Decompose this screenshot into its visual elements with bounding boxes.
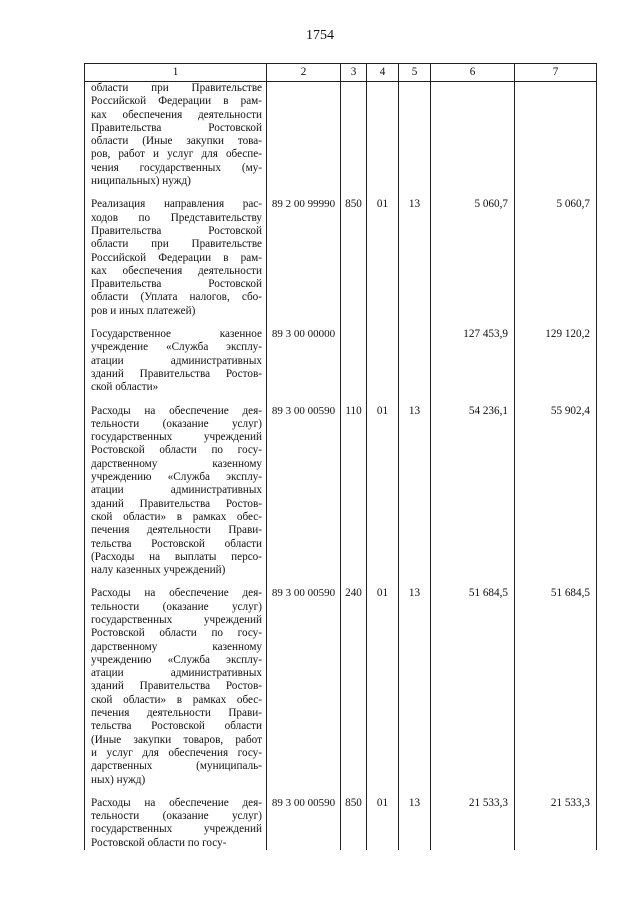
row-name-line: учреждение «Служба эксплу-: [91, 341, 262, 354]
column-header: 5: [399, 64, 431, 82]
row-name-line: дарственных (муниципаль-: [91, 760, 262, 773]
row-name-line: Правительства Ростовской: [91, 224, 262, 237]
target-article-code: 89 3 00 00590: [267, 395, 341, 578]
row-name-line: атации административных: [91, 354, 262, 367]
table-row: [85, 318, 597, 394]
expense-type-code: [341, 82, 367, 189]
row-name-line: Расходы на обеспечение дея-: [91, 404, 262, 417]
row-name-line: ской области» в рамках обес-: [91, 510, 262, 523]
subsection-code: [399, 318, 431, 394]
row-name-line: зданий Правительства Ростов-: [91, 497, 262, 510]
subsection-code: [399, 82, 431, 189]
row-name-line: дарственному казенному: [91, 640, 262, 653]
column-header: 1: [85, 64, 267, 82]
expense-type-code: 850: [341, 787, 367, 850]
section-code: [367, 318, 399, 394]
row-name-line: Расходы на обеспечение дея-: [91, 587, 262, 600]
row-name-line: области при Правительстве: [91, 82, 262, 94]
amount-year-2: 51 684,5: [515, 577, 597, 786]
row-name-line: Ростовской области по госу-: [91, 836, 227, 849]
row-name-line: ской области» в рамках обес-: [91, 693, 262, 706]
target-article-code: 89 3 00 00000: [267, 318, 341, 394]
subsection-code: 13: [399, 188, 431, 318]
row-name-line: тельности (оказание услуг): [91, 600, 262, 613]
column-header: 3: [341, 64, 367, 82]
row-name-line: Ростовской области по госу-: [91, 627, 262, 640]
row-name-line: печения деятельности Прави-: [91, 524, 262, 537]
row-name-cell: [85, 188, 267, 318]
target-article-code: [267, 82, 341, 189]
expense-type-code: 850: [341, 188, 367, 318]
column-header: 6: [431, 64, 515, 82]
row-name-line: ных) нужд): [91, 773, 146, 786]
table-row: [85, 577, 597, 786]
column-header: 7: [515, 64, 597, 82]
row-name-line: ках обеспечения деятельности: [91, 108, 262, 121]
row-name-line: государственных учреждений: [91, 823, 262, 836]
expense-type-code: 240: [341, 577, 367, 786]
row-name-line: государственных учреждений: [91, 431, 262, 444]
amount-year-1: 51 684,5: [431, 577, 515, 786]
row-name-line: тельства Ростовской области: [91, 537, 262, 550]
row-name-line: дарственному казенному: [91, 457, 262, 470]
table-row: [85, 395, 597, 578]
page-number: 1754: [306, 28, 334, 43]
row-name-line: тельности (оказание услуг): [91, 417, 262, 430]
amount-year-2: 5 060,7: [515, 188, 597, 318]
column-header: 2: [267, 64, 341, 82]
amount-year-2: 55 902,4: [515, 395, 597, 578]
amount-year-1: 5 060,7: [431, 188, 515, 318]
section-code: 01: [367, 395, 399, 578]
expense-type-code: 110: [341, 395, 367, 578]
row-name-line: Российской Федерации в рам-: [91, 251, 262, 264]
amount-year-1: 21 533,3: [431, 787, 515, 850]
amount-year-1: 127 453,9: [431, 318, 515, 394]
row-name-line: тельности (оказание услуг): [91, 810, 262, 823]
row-name-line: (Расходы на выплаты персо-: [91, 550, 262, 563]
subsection-code: 13: [399, 395, 431, 578]
row-name-line: зданий Правительства Ростов-: [91, 367, 262, 380]
row-name-cell: [85, 395, 267, 578]
row-name-line: Правительства Ростовской: [91, 278, 262, 291]
row-name-line: тельства Ростовской области: [91, 720, 262, 733]
budget-table: [84, 63, 597, 850]
row-name-line: государственных учреждений: [91, 613, 262, 626]
amount-year-2: 21 533,3: [515, 787, 597, 850]
amount-year-2: 129 120,2: [515, 318, 597, 394]
row-name-line: Ростовской области по госу-: [91, 444, 262, 457]
row-name-line: Расходы на обеспечение дея-: [91, 796, 262, 809]
section-code: 01: [367, 787, 399, 850]
row-name-line: ров и иных платежей): [91, 304, 196, 317]
row-name-line: ниципальных) нужд): [91, 175, 191, 188]
row-name-line: области при Правительстве: [91, 238, 262, 251]
row-name-line: Реализация направления рас-: [91, 198, 262, 211]
row-name-line: Государственное казенное: [91, 328, 262, 341]
target-article-code: 89 3 00 00590: [267, 577, 341, 786]
row-name-line: ках обеспечения деятельности: [91, 264, 262, 277]
section-code: [367, 82, 399, 189]
row-name-cell: [85, 82, 267, 189]
row-name-line: учреждению «Служба эксплу-: [91, 653, 262, 666]
row-name-cell: [85, 577, 267, 786]
section-code: 01: [367, 188, 399, 318]
row-name-cell: [85, 787, 267, 850]
row-name-line: ров, работ и услуг для обеспе-: [91, 148, 262, 161]
target-article-code: 89 2 00 99990: [267, 188, 341, 318]
row-name-line: чения государственных (му-: [91, 161, 262, 174]
row-name-line: Российской Федерации в рам-: [91, 95, 262, 108]
table-row: [85, 82, 597, 189]
row-name-line: атации административных: [91, 667, 262, 680]
subsection-code: 13: [399, 787, 431, 850]
row-name-line: и услуг для обеспечения госу-: [91, 746, 262, 759]
column-header: 4: [367, 64, 399, 82]
amount-year-2: [515, 82, 597, 189]
target-article-code: 89 3 00 00590: [267, 787, 341, 850]
row-name-line: ходов по Представительству: [91, 211, 262, 224]
column-number-row: [85, 64, 597, 82]
amount-year-1: [431, 82, 515, 189]
row-name-line: зданий Правительства Ростов-: [91, 680, 262, 693]
row-name-line: налу казенных учреждений): [91, 564, 226, 577]
row-name-line: печения деятельности Прави-: [91, 707, 262, 720]
expense-type-code: [341, 318, 367, 394]
row-name-line: Правительства Ростовской: [91, 121, 262, 134]
table-row: [85, 188, 597, 318]
subsection-code: 13: [399, 577, 431, 786]
row-name-line: области (Иные закупки това-: [91, 135, 262, 148]
row-name-line: учреждению «Служба эксплу-: [91, 471, 262, 484]
row-name-cell: [85, 318, 267, 394]
section-code: 01: [367, 577, 399, 786]
row-name-line: атации административных: [91, 484, 262, 497]
row-name-line: (Иные закупки товаров, работ: [91, 733, 262, 746]
row-name-line: области (Уплата налогов, сбо-: [91, 291, 262, 304]
table-body: [85, 82, 597, 851]
table-row: [85, 787, 597, 850]
row-name-line: ской области»: [91, 381, 159, 394]
amount-year-1: 54 236,1: [431, 395, 515, 578]
